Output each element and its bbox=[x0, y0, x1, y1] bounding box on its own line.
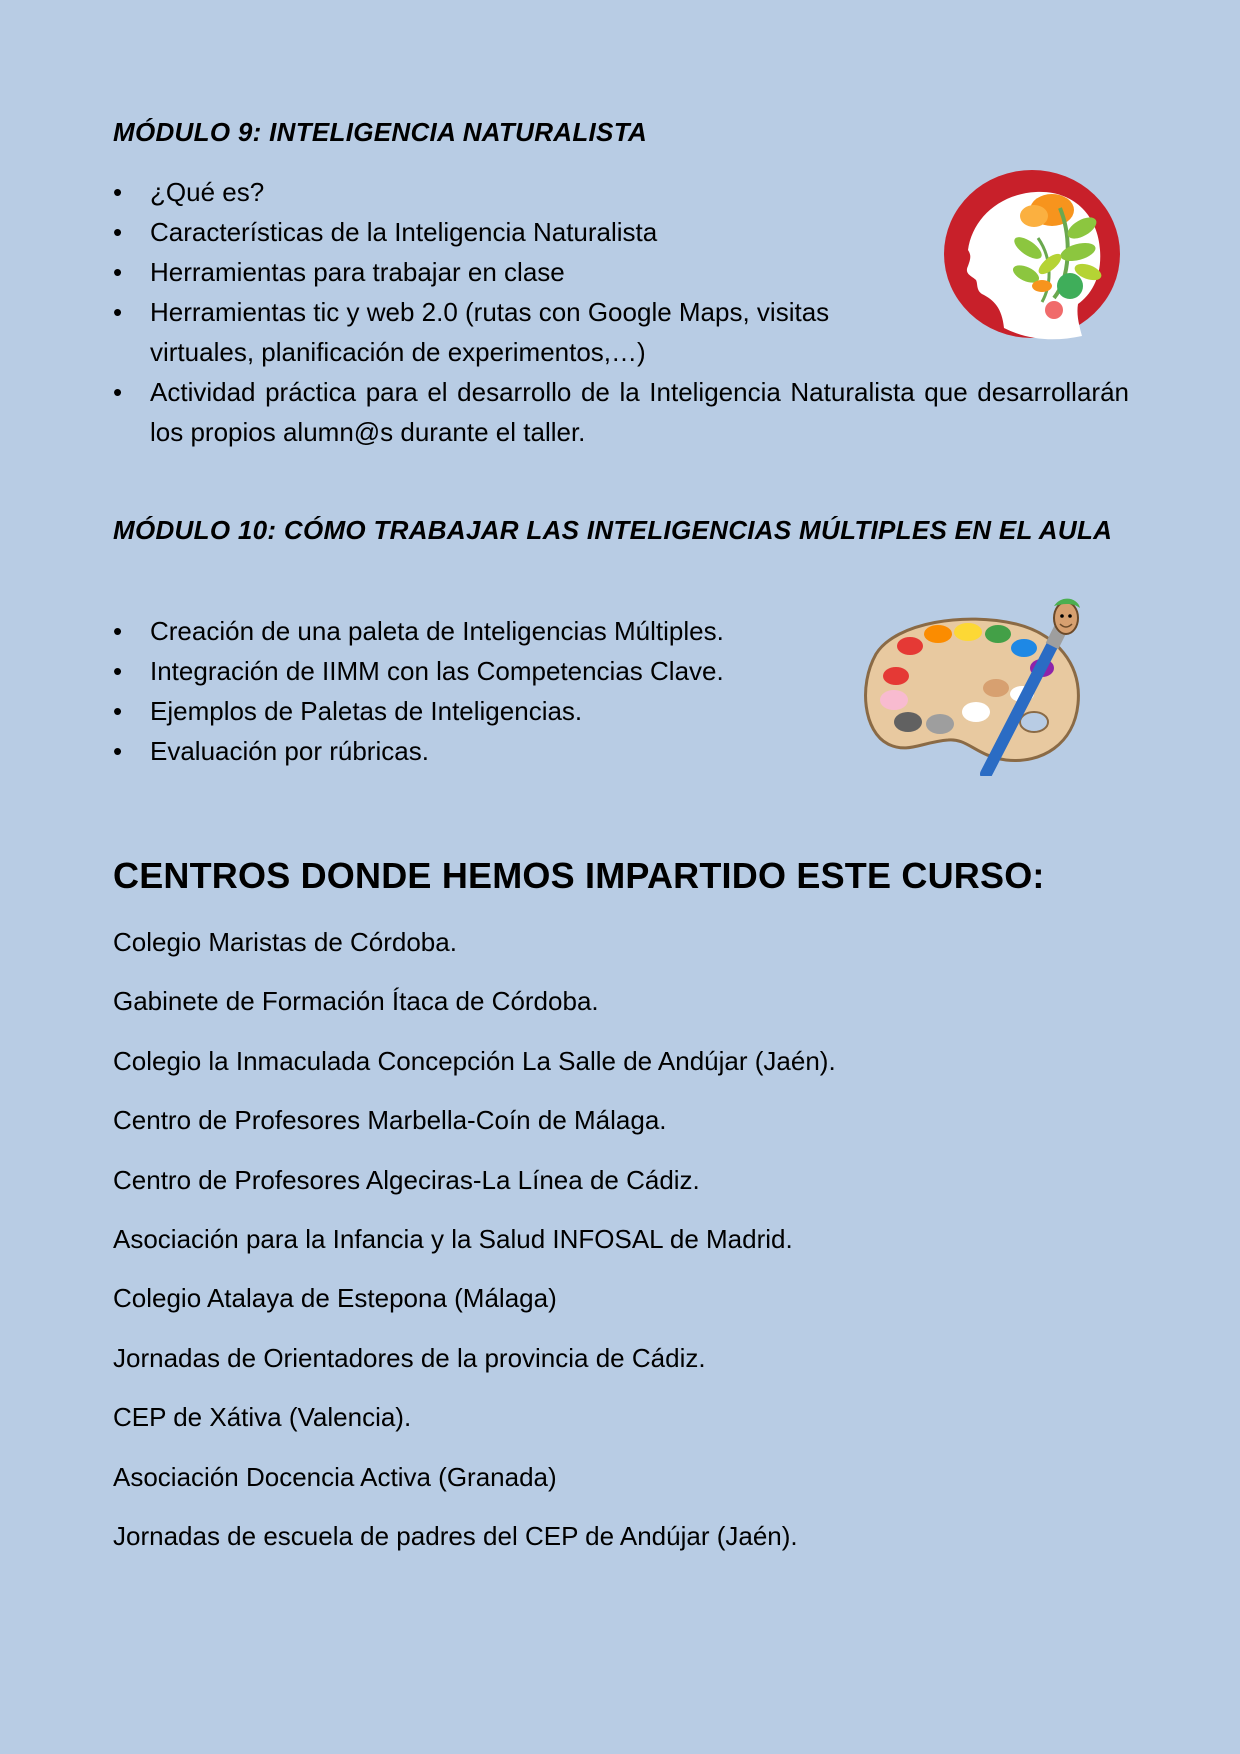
head-with-plants-icon bbox=[942, 168, 1122, 340]
paint-palette-icon bbox=[856, 594, 1096, 776]
list-item: Asociación para la Infancia y la Salud INFOSAL de Madrid. bbox=[113, 1223, 793, 1254]
list-item: • Creación de una paleta de Inteligencias Múltiples. bbox=[113, 611, 873, 651]
list-item: • Evaluación por rúbricas. bbox=[113, 731, 873, 771]
list-item: Jornadas de escuela de padres del CEP de Andújar (Jaén). bbox=[113, 1520, 798, 1551]
list-item: Centro de Profesores Marbella-Coín de Málaga. bbox=[113, 1105, 667, 1136]
list-item: • ¿Qué es? bbox=[113, 172, 933, 212]
list-item: • Características de la Inteligencia Naturalista bbox=[113, 212, 933, 252]
centers-title: CENTROS DONDE HEMOS IMPARTIDO ESTE CURSO: bbox=[113, 855, 1045, 896]
list-item: • Actividad práctica para el desarrollo de la Inteligencia Naturalista que desarrollarán los propios alumn@s durante el taller. bbox=[113, 372, 1129, 452]
list-item: • Herramientas para trabajar en clase bbox=[113, 252, 933, 292]
list-item: Colegio Atalaya de Estepona (Málaga) bbox=[113, 1283, 557, 1314]
list-item: Gabinete de Formación Ítaca de Córdoba. bbox=[113, 986, 599, 1017]
list-item: Asociación Docencia Activa (Granada) bbox=[113, 1461, 557, 1492]
module-10-list bbox=[113, 611, 873, 771]
list-item: • Integración de IIMM con las Competencias Clave. bbox=[113, 651, 873, 691]
list-item: Centro de Profesores Algeciras-La Línea de Cádiz. bbox=[113, 1164, 700, 1195]
list-item: Jornadas de Orientadores de la provincia de Cádiz. bbox=[113, 1342, 706, 1373]
list-item: Colegio la Inmaculada Concepción La Salle de Andújar (Jaén). bbox=[113, 1045, 836, 1076]
list-item: Colegio Maristas de Córdoba. bbox=[113, 927, 457, 957]
list-item: • Ejemplos de Paletas de Inteligencias. bbox=[113, 691, 873, 731]
module-9-heading: MÓDULO 9: INTELIGENCIA NATURALISTA bbox=[113, 117, 648, 147]
list-item: CEP de Xátiva (Valencia). bbox=[113, 1402, 412, 1433]
module-9-list-continued bbox=[113, 372, 1129, 452]
module-9-list bbox=[113, 172, 933, 372]
centers-list bbox=[113, 922, 836, 1575]
list-item: • Herramientas tic y web 2.0 (rutas con Google Maps, visitas virtuales, planificación de experimentos,…) bbox=[113, 292, 933, 372]
module-10-heading: MÓDULO 10: CÓMO TRABAJAR LAS INTELIGENCIAS MÚLTIPLES EN EL AULA bbox=[113, 515, 1113, 545]
